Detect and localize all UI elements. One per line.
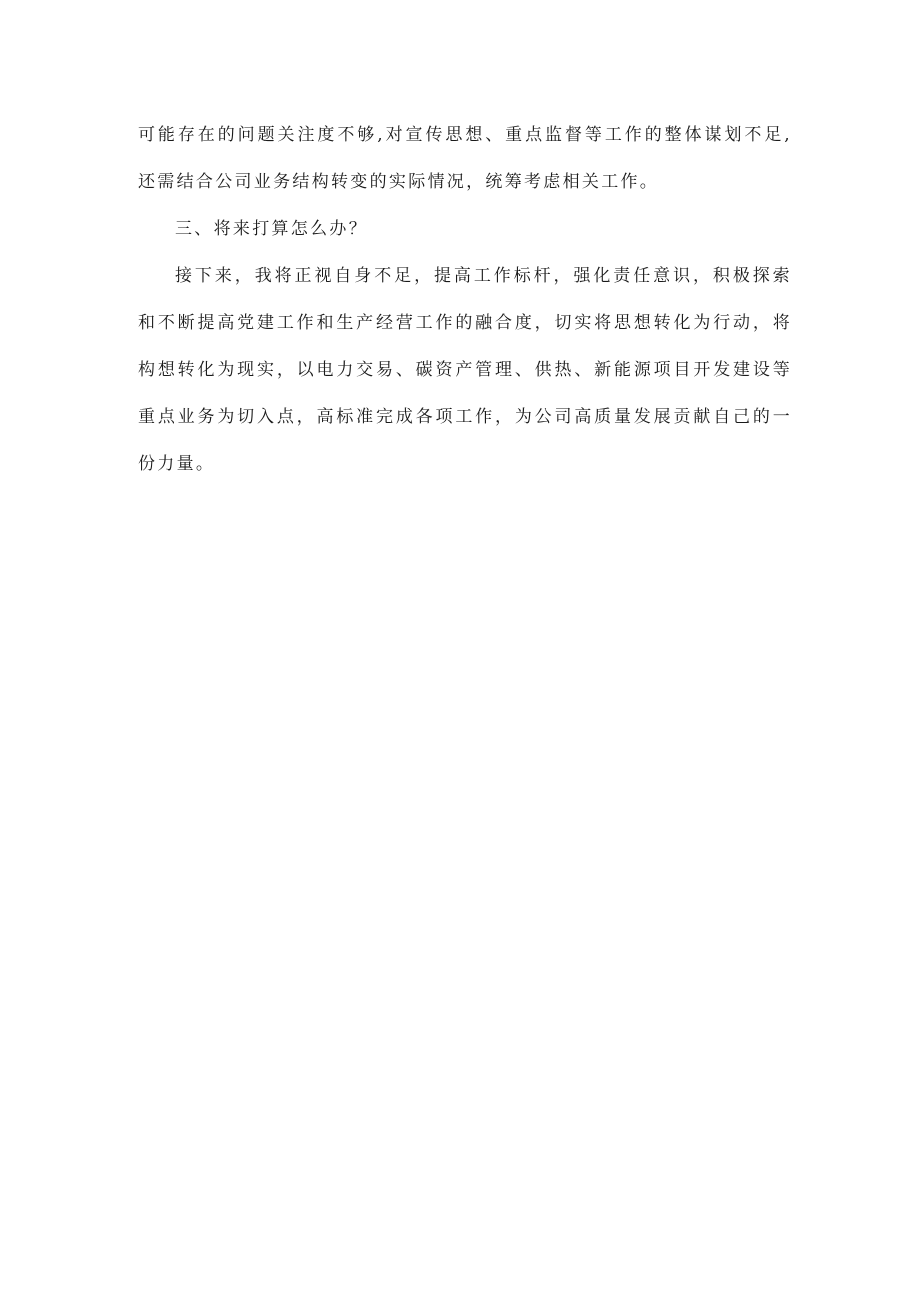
text-line: 重点业务为切入点，高标准完成各项工作，为公司高质量发展贡献自己的一 [138, 407, 792, 427]
paragraph-future-plans [138, 253, 792, 488]
text-line: 可能存在的问题关注度不够,对宣传思想、重点监督等工作的整体谋划不足, [138, 125, 792, 145]
paragraph-continuation [138, 112, 792, 206]
text-line: 和不断提高党建工作和生产经营工作的融合度，切实将思想转化为行动，将 [138, 313, 792, 333]
document-body [138, 112, 792, 488]
text-line: 构想转化为现实，以电力交易、碳资产管理、供热、新能源项目开发建设等 [138, 360, 792, 380]
text-line: 接下来，我将正视自身不足，提高工作标杆，强化责任意识，积极探索 [175, 266, 792, 286]
section-heading: 三、将来打算怎么办？ [175, 219, 368, 239]
text-line: 份力量。 [138, 454, 216, 474]
text-line: 还需结合公司业务结构转变的实际情况，统筹考虑相关工作。 [138, 172, 660, 192]
